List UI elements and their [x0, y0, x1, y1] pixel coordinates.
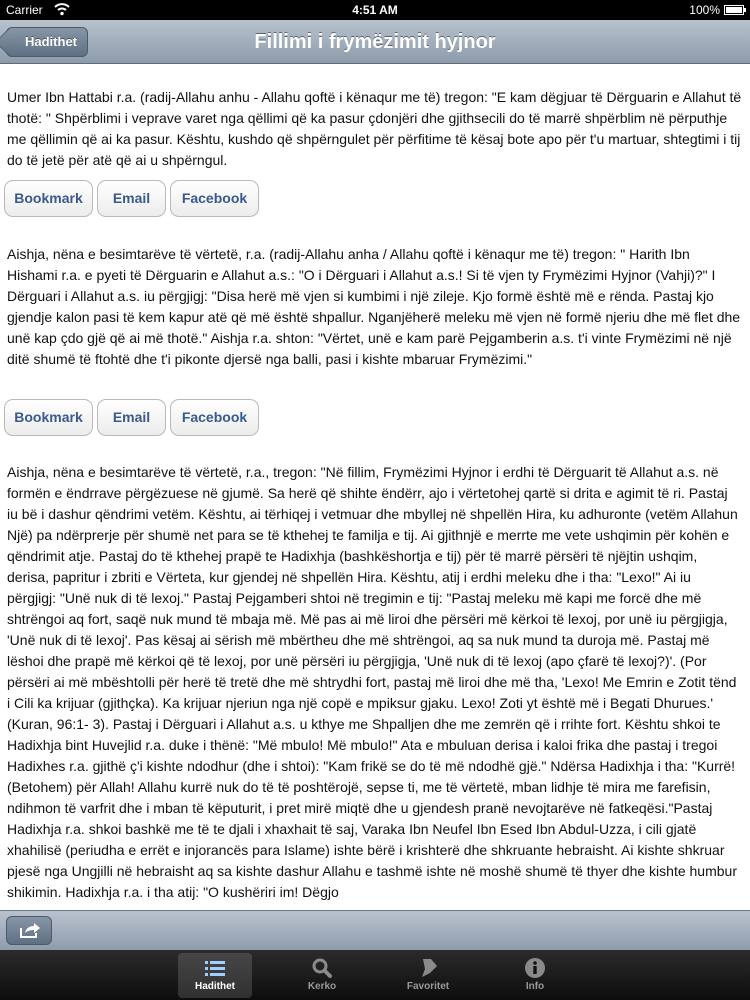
search-icon: [310, 957, 334, 979]
status-bar: [0, 0, 750, 20]
hadith-text: Umer Ibn Hattabi r.a. (radij-Allahu anhu - Allahu qoftë i kënaqur me të) tregon: "E kam dëgjuar të Dërguarin e Allahut të thotë: " Shpërblimi i veprave varet nga qëllimi që ka pasur çdonjëri dhe gjithsecili do të marrë shpërblim në përputhje me qëllimin që ai ka pasur. Kështu, kushdo që shpërngulet për përfitime të kësaj bote apo për t'u martuar, shtegtimi i tij do të jetë për atë që ai u shpërngul.: [7, 89, 742, 168]
tab-bar: [0, 950, 750, 1000]
carrier-label: Carrier: [6, 3, 43, 17]
info-icon: [523, 957, 547, 979]
email-button[interactable]: Email: [97, 399, 166, 436]
hadith-list[interactable]: [0, 64, 750, 910]
share-button[interactable]: [6, 916, 52, 945]
hadith-text: Aishja, nëna e besimtarëve të vërtetë, r.a. (radij-Allahu anha / Allahu qoftë i kënaqur me të) tregon: " Harith Ibn Hishami r.a. e pyeti të Dërguarin e Allahut a.s.: "O i Dërguari i Allahut a.s.! Si të vjen ty Frymëzimi Hyjnor (Vahji)?" I Dërguari i Allahut a.s. iu përgjigj: "Disa herë më vjen si kumbimi i një zileje. Kjo formë është më e rënda. Pastaj kjo gjendje kalon pasi të kem kapur atë që më është shpallur. Nganjëherë meleku më vjen në formë njeriu dhe më flet dhe unë kap çdo gjë që ai më thotë." Aishja r.a. shton: "Vërtet, unë e kam parë Pejgamberin a.s. t'i vinte Frymëzimi në një ditë shumë të ftohtë dhe t'i pikonte djersë nga balli, pasi i kishte mbaruar Frymëzimi.": [7, 246, 741, 367]
bookmark-button[interactable]: Bookmark: [4, 399, 93, 436]
battery-icon: [724, 5, 744, 15]
facebook-button[interactable]: Facebook: [170, 180, 259, 217]
list-icon: [203, 957, 227, 979]
tab-label: Kerko: [307, 981, 337, 992]
bottom-toolbar: [0, 910, 750, 950]
share-icon: [19, 922, 41, 939]
bookmark-icon: [416, 957, 440, 979]
hadith-text: Aishja, nëna e besimtarëve të vërtetë, r.a., tregon: "Në fillim, Frymëzimi Hyjnor i erdhi të Dërguarit të Allahut a.s. në formën e ëndrrave përgëzuese në gjumë. Sa herë që shihte ëndërr, ajo i vërtetohej qartë si drita e agimit të ri. Pastaj iu bë i dashur qëndrimi vetëm. Kështu, ai tërhiqej i vetmuar dhe mbyllej në shpellën Hira, ku adhuronte (vetëm Allahun Një) pa ndërprerje për shumë net para se të kthehej te familja e tij. Ai gjithnjë e merrte me vete ushqimin për kohën e qëndrimit atje. Pastaj do të kthehej prapë te Hadixhja (bashkëshortja e tij) për të marrë përsëri të njëjtin ushqim, derisa, papritur i zbriti e Vërteta, kur gjendej në shpellën Hira. Kështu, atij i erdhi meleku dhe i tha: "Lexo!" Ai iu përgjigj: "Unë nuk di të lexoj." Pastaj Pejgamberi shtoi në tregimin e tij: "Pastaj meleku më kapi me forcë dhe më shtrëngoi aq fort, saqë nuk mund të mbaja më. Më pas ai më liroi dhe përsëri më kërkoi të lexoj, por unë iu përgjigja, 'Unë nuk di të lexoj'. Pas kësaj ai sërish më mbërtheu dhe më shtrëngoi, aq sa nuk mund ta duroja më. Pastaj më lëshoi dhe prapë më kërkoi që të lexoj, por unë përsëri iu përgjigja, 'Unë nuk di të lexoj (apo çfarë të lexoj?)'. (Por përsëri ai më mbështolli për herë të tretë dhe më shtrydhi fort, pastaj më liroi dhe më tha, 'Lexo! Me Emrin e Zotit tënd i Cili ka krijuar (gjithçka). Ka krijuar njeriun nga një copë e mpiksur gjaku. Lexo! Zoti yt është më i Begati Dhurues.' (Kuran, 96:1- 3). Pastaj i Dërguari i Allahut a.s. u kthye me Shpalljen dhe me zemrën që i rrihte fort. Kështu shkoi te Hadixhja bint Huvejlid r.a. duke i thënë: "Më mbulo! Më mbulo!" Ata e mbuluan derisa i kaloi frika dhe pastaj i tregoi Hadixhes r.a. gjithë ç'i kishte ndodhur (dhe i shtoi): "Kam frikë se do të më ndodhë gjë." Ndërsa Hadixhja i tha: "Kurrë! (Betohem) për Allah! Allahu kurrë nuk do të të poshtërojë, sepse ti, me të vërtetë, mban lidhje të mira me farefisin, ndihmon të varfrit dhe i mban të këputurit, i pret mirë miqtë dhe u gjendesh pranë nevojtarëve në fatkeqësi."Pastaj Hadixhja r.a. shkoi bashkë me të te djali i xhaxhait të saj, Varaka Ibn Neufel Ibn Esed Ibn Abdul-Uzza, i cili gjatë xhahilisë (periudha e errët e injorancës para Islame) ishte bërë i krishterë dhe shkruante hebraisht. Ai kishte shkruar pjesë nga Ungjilli në hebraisht aq sa kishte dashur Allahu e tashmë ishte në moshë shumë të thyer dhe kishte humbur shikimin. Hadixhja r.a. i tha atij: "O kushëriri im! Dëgjo: [7, 464, 738, 900]
clock: 4:51 AM: [352, 3, 398, 17]
bookmark-button[interactable]: Bookmark: [4, 180, 93, 217]
tab-kerko[interactable]: [285, 953, 359, 998]
tab-favoritet[interactable]: [391, 953, 465, 998]
email-button[interactable]: Email: [97, 180, 166, 217]
navigation-bar: [0, 20, 750, 64]
tab-label: Hadithet: [195, 981, 235, 992]
tab-label: Info: [525, 981, 545, 992]
tab-info[interactable]: [498, 953, 572, 998]
tab-hadithet[interactable]: [178, 953, 252, 998]
tab-label: Favoritet: [406, 981, 450, 992]
back-button-label: Hadithet: [25, 34, 77, 49]
facebook-button[interactable]: Facebook: [170, 399, 259, 436]
page-title: Fillimi i frymëzimit hyjnor: [254, 31, 496, 53]
battery-percent: 100%: [689, 3, 720, 17]
